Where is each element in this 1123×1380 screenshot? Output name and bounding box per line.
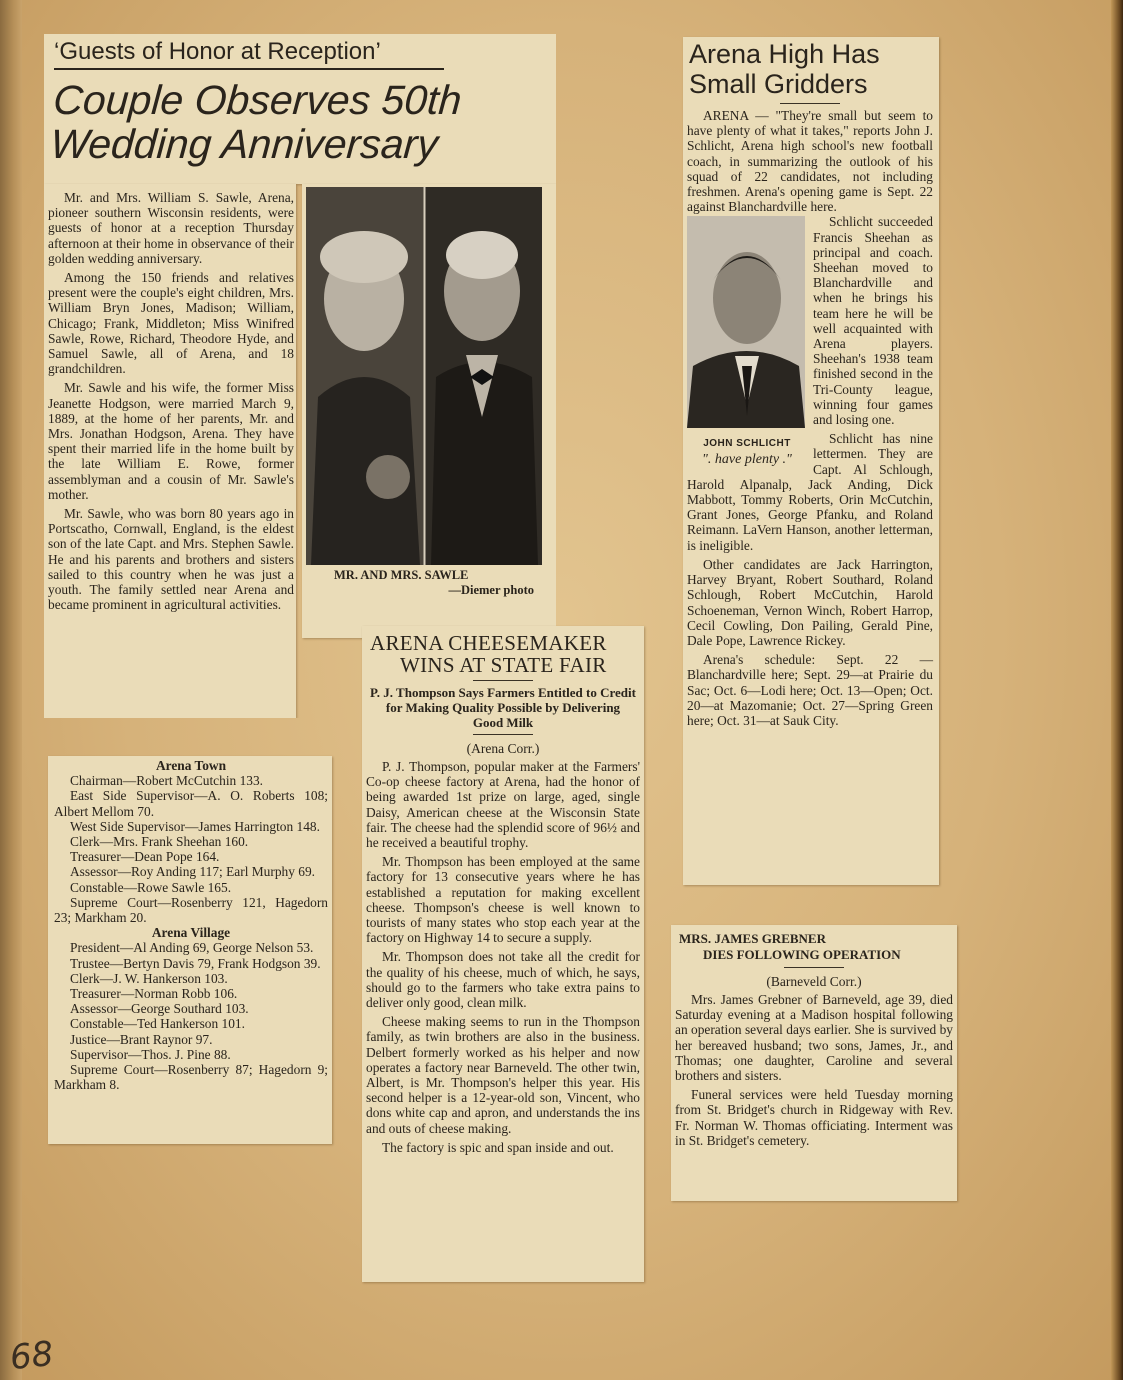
result-line: President—Al Anding 69, George Nelson 53. xyxy=(70,940,314,956)
result-line: Assessor—George Southard 103. xyxy=(70,1001,249,1017)
arena-high-clipping xyxy=(683,37,939,885)
paragraph: Schlicht has nine lettermen. They are Capt. Al Schlough, Harold Alpanalp, Jack Anding, Dick Mabbott, Tommy Roberts, Orin McCutchin, Grant Jones, George Pfanku, and Roland Reimann. LaVern Hanson, another letterman, is ineligible. xyxy=(687,431,933,553)
paragraph: P. J. Thompson, popular maker at the Farmers' Co-op cheese factory at Arena, had the honor of being awarded 1st prize on large, aged, single Daisy, American cheese at the Wisconsin State fair. The cheese had the splendid score of 96½ and he received a beautiful trophy. xyxy=(366,759,640,851)
result-line: Clerk—J. W. Hankerson 103. xyxy=(70,970,228,986)
arena-high-headline xyxy=(689,39,933,99)
paragraph: Mr. Sawle, who was born 80 years ago in Portscatho, Cornwall, England, is the eldest son of the late Capt. and Mrs. Stephen Sawle. He and his parents and brothers and sisters sailed to this country when he was just a youth. The family settled near Arena and became prominent in agricultural activities. xyxy=(48,506,294,613)
result-line: Treasurer—Norman Robb 106. xyxy=(70,986,238,1002)
town-heading: Arena Town xyxy=(155,758,227,773)
photo-credit: —Diemer photo xyxy=(448,583,534,597)
paragraph: The factory is spic and span inside and out. xyxy=(382,1139,614,1155)
divider xyxy=(780,103,840,104)
anniversary-clipping xyxy=(44,34,556,718)
arena-high-body xyxy=(687,108,933,728)
coach-photo-caption: JOHN SCHLICHT xyxy=(703,438,791,450)
divider xyxy=(784,967,844,968)
anniversary-headline xyxy=(49,78,555,166)
result-line: Constable—Ted Hankerson 101. xyxy=(70,1016,245,1032)
election-results-clipping xyxy=(48,756,332,1144)
headline-line: Wedding Anniversary xyxy=(48,121,440,167)
handwritten-page-number: 68 xyxy=(8,1333,56,1379)
headline-line: DIES FOLLOWING OPERATION xyxy=(703,947,901,962)
divider xyxy=(473,734,533,735)
result-line: Assessor—Roy Anding 117; Earl Murphy 69. xyxy=(70,864,315,880)
paragraph: Mrs. James Grebner of Barneveld, age 39, died Saturday evening at a Madison hospital following an operation several days earlier. She is survived by her bereaved husband; two sons, James, Jr., and Thomas; one daughter, Caroline and several brothers and sisters. xyxy=(675,992,953,1084)
cheesemaker-body xyxy=(366,759,640,1155)
caption-text: MR. AND MRS. SAWLE xyxy=(334,568,469,582)
correspondent-line: (Arena Corr.) xyxy=(466,741,540,756)
correspondent-line: (Barneveld Corr.) xyxy=(766,974,862,989)
anniversary-body xyxy=(44,184,296,616)
coach-photo xyxy=(687,216,805,428)
headline-line: ARENA CHEESEMAKER xyxy=(370,631,607,655)
headline-line: MRS. JAMES GREBNER xyxy=(679,931,826,946)
paragraph: Mr. and Mrs. William S. Sawle, Arena, pioneer southern Wisconsin residents, were guests of honor at a reception Thursday afternoon at their home in observance of their golden wedding anniversary. xyxy=(48,190,294,266)
result-line: Supreme Court—Rosenberry 87; Hagedorn 9; Markham 8. xyxy=(54,1062,328,1093)
result-line: Constable—Rowe Sawle 165. xyxy=(70,879,232,895)
scrapbook-binding xyxy=(0,0,22,1380)
paragraph: ARENA — "They're small but seem to have plenty of what it takes," reports John J. Schlicht, Arena high school's new football coach, in summarizing the outlook of his squad of 22 candidates, not including freshmen. Arena's opening game is Sept. 22 against Blanchardville here. xyxy=(687,108,933,215)
headline-line: Couple Observes 50th xyxy=(51,77,464,123)
cheesemaker-clipping xyxy=(362,626,644,1282)
cheesemaker-headline xyxy=(370,632,640,676)
paragraph: Cheese making seems to run in the Thompson family, as twin brothers are also in the business. Delbert formerly worked as his helper and now operates a factory near Barneveld. The other twin, Albert, is Mr. Thompson's helper this year. His second helper is a 12-year-old son, Vincent, who dons white cap and apron, and understands the ins and outs of cheese making. xyxy=(366,1014,640,1136)
result-line: Chairman—Robert McCutchin 133. xyxy=(70,773,264,789)
grebner-headline xyxy=(679,931,953,963)
divider xyxy=(473,680,533,681)
paragraph: Mr. Thompson has been employed at the same factory for 13 consecutive years where he has established a reputation for making excellent cheese. Thompson's cheese is well known to tourists of many states who stop each year at the factory on Highway 14 to secure a supply. xyxy=(366,854,640,946)
village-heading: Arena Village xyxy=(151,925,231,941)
coach-photo-quote: ". have plenty ." xyxy=(702,451,792,467)
grebner-obituary-clipping xyxy=(671,925,957,1201)
result-line: West Side Supervisor—James Harrington 148. xyxy=(70,818,320,834)
paragraph: Other candidates are Jack Harrington, Harvey Bryant, Robert Southard, Roland Schlough, Robert McCutchin, Harold Schoeneman, Vernon Winch, Robert Harrop, Cecil Cowling, Don Pailing, Gerald Pine, Dale Pope, Lawrence Rickey. xyxy=(687,556,933,648)
paragraph: Funeral services were held Tuesday morning from St. Bridget's church in Ridgeway with Rev. Fr. Norman W. Thomas officiating. Interment was in St. Bridget's cemetery. xyxy=(675,1087,953,1148)
paragraph: Schlicht succeeded Francis Sheehan as principal and coach. Sheehan moved to Blanchardville and when he brings his team here he will be well acquainted with Arena players. Sheehan's 1938 team finished second in the Tri-County league, winning four games and losing one. xyxy=(813,214,933,428)
result-line: Justice—Brant Raynor 97. xyxy=(70,1031,213,1047)
result-line: Treasurer—Dean Pope 164. xyxy=(70,849,220,865)
cheesemaker-deck: P. J. Thompson Says Farmers Entitled to Credit for Making Quality Possible by Delivering Good Milk xyxy=(370,685,636,730)
couple-photo xyxy=(306,187,542,565)
paragraph: Mr. Thompson does not take all the credit for the quality of his cheese, much of which, he says, should go to the farmers who take extra pains to deliver only good, clean milk. xyxy=(366,949,640,1011)
paragraph: Among the 150 friends and relatives present were the couple's eight children, Mrs. William Bryn Jones, Madison; William, Chicago; Frank, Middleton; Miss Winifred Sawle, Rowe, Richard, Theodore Hyde, and Samuel Sawle, all of Arena, and 18 grandchildren. xyxy=(48,270,294,377)
result-line: Trustee—Bertyn Davis 79, Frank Hodgson 39. xyxy=(70,955,321,971)
result-line: Clerk—Mrs. Frank Sheehan 160. xyxy=(70,834,249,850)
paragraph: Mr. Sawle and his wife, the former Miss Jeanette Hodgson, were married March 9, 1889, at the home of her parents, Mr. and Mrs. Jonathan Hodgson, Arena. They have spent their married life in the home built by the late William E. Rowe, former assemblyman and a cousin of Mr. Sawle's mother. xyxy=(48,380,294,502)
coach-photo-block xyxy=(687,216,807,466)
headline-line: Small Gridders xyxy=(689,69,868,99)
page-edge xyxy=(1111,0,1123,1380)
result-line: Supervisor—Thos. J. Pine 88. xyxy=(70,1046,231,1062)
headline-line: Arena High Has xyxy=(689,39,880,69)
result-line: East Side Supervisor—A. O. Roberts 108; Albert Mellom 70. xyxy=(54,788,328,819)
anniversary-kicker: ‘Guests of Honor at Reception’ xyxy=(54,38,444,70)
paragraph: Arena's schedule: Sept. 22 — Blanchardville here; Sept. 29—at Prairie du Sac; Oct. 6—Lodi here; Oct. 13—Open; Oct. 20—at Mazomanie; Oct. 27—Spring Green here; Oct. 31—at Sauk City. xyxy=(687,652,933,728)
headline-line: WINS AT STATE FAIR xyxy=(400,653,607,677)
grebner-body xyxy=(675,992,953,1148)
result-line: Supreme Court—Rosenberry 121, Hagedorn 23; Markham 20. xyxy=(54,894,328,926)
couple-photo-caption xyxy=(306,568,542,598)
